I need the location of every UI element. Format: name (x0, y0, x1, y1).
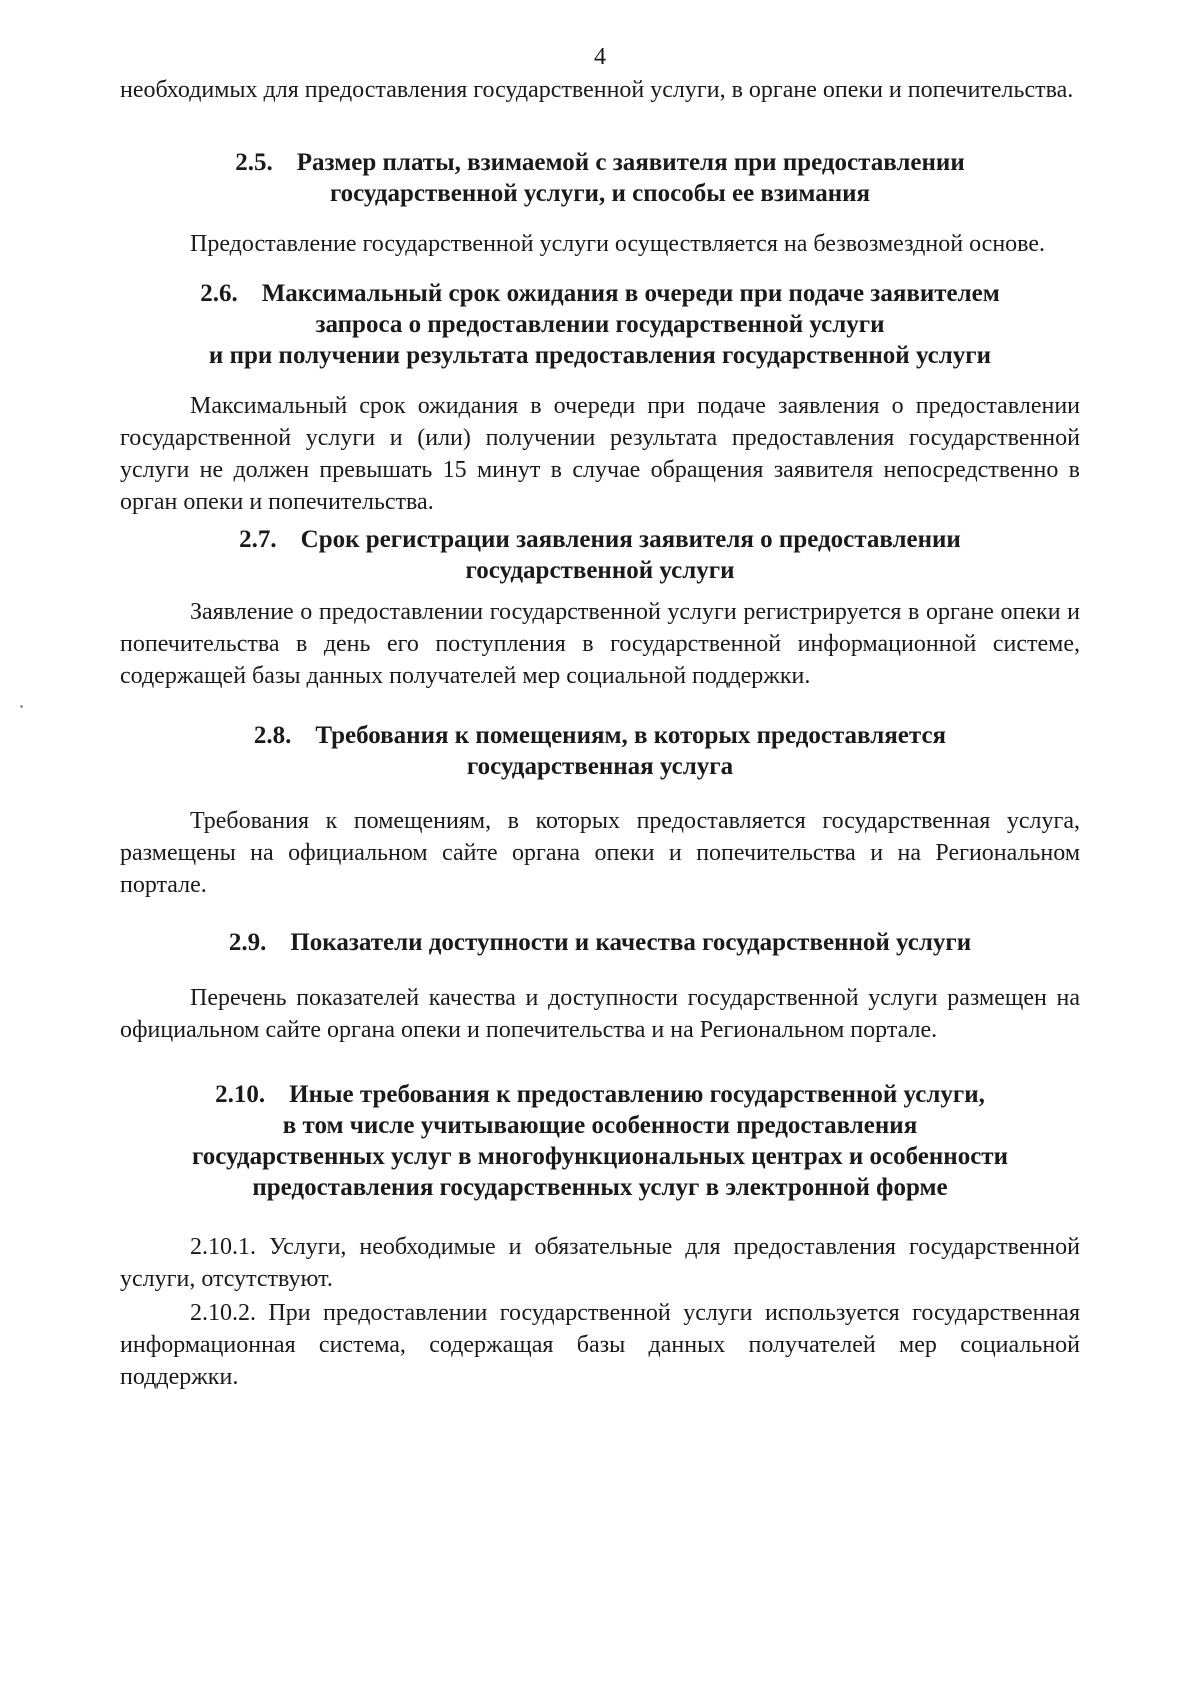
section-number: 2.8. (253, 722, 292, 749)
section-heading-2-7 (120, 524, 1080, 586)
section-body-2-6: Максимальный срок ожидания в очереди при подаче заявления о предоставлении государственной услуги и (или) получении результата предоставления государственной услуги не должен превышать 15 минут в случае обращения заявителя непосредственно в орган опеки и попечительства. (120, 393, 1080, 515)
section-body-2-5: Предоставление государственной услуги осуществляется на безвозмездной основе. (190, 231, 1046, 257)
heading-line (215, 1081, 985, 1108)
heading-text: Максимальный срок ожидания в очереди при подаче заявителем (261, 280, 1000, 307)
heading-line (200, 280, 1000, 307)
heading-line: государственной услуги, и способы ее взимания (329, 180, 871, 207)
section-body-2-8: Требования к помещениям, в которых предоставляется государственная услуга, размещены на официальном сайте органа опеки и попечительства и на Региональном портале. (120, 808, 1080, 898)
intro-paragraph: необходимых для предоставления государственной услуги, в органе опеки и попечительства. (120, 77, 1074, 103)
heading-line: предоставления государственных услуг в электронной форме (252, 1174, 948, 1201)
heading-line: государственных услуг в многофункциональных центрах и особенности (192, 1143, 1008, 1170)
heading-text: Показатели доступности и качества государственной услуги (290, 929, 972, 956)
section-heading-2-10 (120, 1079, 1080, 1203)
section-heading-2-9 (120, 927, 1080, 958)
heading-line (229, 929, 971, 956)
section-number: 2.6. (200, 280, 238, 307)
section-body-2-9: Перечень показателей качества и доступности государственной услуги размещен на официальном сайте органа опеки и попечительства и на Региональном портале. (120, 985, 1080, 1043)
heading-text: Иные требования к предоставлению государственной услуги, (289, 1081, 985, 1108)
section-number: 2.7. (239, 526, 277, 553)
section-number: 2.9. (228, 929, 267, 956)
section-heading-2-6 (120, 278, 1080, 371)
heading-line: и при получении результата предоставления государственной услуги (208, 342, 992, 369)
section-heading-2-8 (120, 720, 1080, 782)
heading-text: Требования к помещениям, в которых предоставляется (315, 722, 947, 749)
heading-text: Размер платы, взимаемой с заявителя при предоставлении (296, 149, 965, 176)
section-body-2-7: Заявление о предоставлении государственной услуги регистрируется в органе опеки и попечительства в день его поступления в государственной информационной системе, содержащей базы данных получателей мер социальной поддержки. (120, 599, 1080, 689)
heading-line: государственная услуга (466, 753, 734, 780)
subsection-2-10-2: 2.10.2. При предоставлении государственной услуги используется государственная информационная система, содержащая базы данных получателей мер социальной поддержки. (120, 1300, 1080, 1390)
heading-line: государственной услуги (465, 557, 735, 584)
scan-speck (20, 705, 23, 708)
document-body (120, 74, 1080, 1393)
heading-line (235, 149, 964, 176)
heading-line (254, 722, 946, 749)
subsection-2-10-1: 2.10.1. Услуги, необходимые и обязательные для предоставления государственной услуги, отсутствуют. (120, 1234, 1080, 1292)
heading-line (239, 526, 961, 553)
heading-text: Срок регистрации заявления заявителя о предоставлении (300, 526, 961, 553)
heading-line: в том числе учитывающие особенности предоставления (282, 1112, 918, 1139)
page-number: 4 (594, 44, 606, 70)
section-number: 2.10. (215, 1081, 266, 1108)
heading-line: запроса о предоставлении государственной услуги (315, 311, 885, 338)
section-number: 2.5. (235, 149, 273, 176)
section-heading-2-5 (120, 147, 1080, 209)
